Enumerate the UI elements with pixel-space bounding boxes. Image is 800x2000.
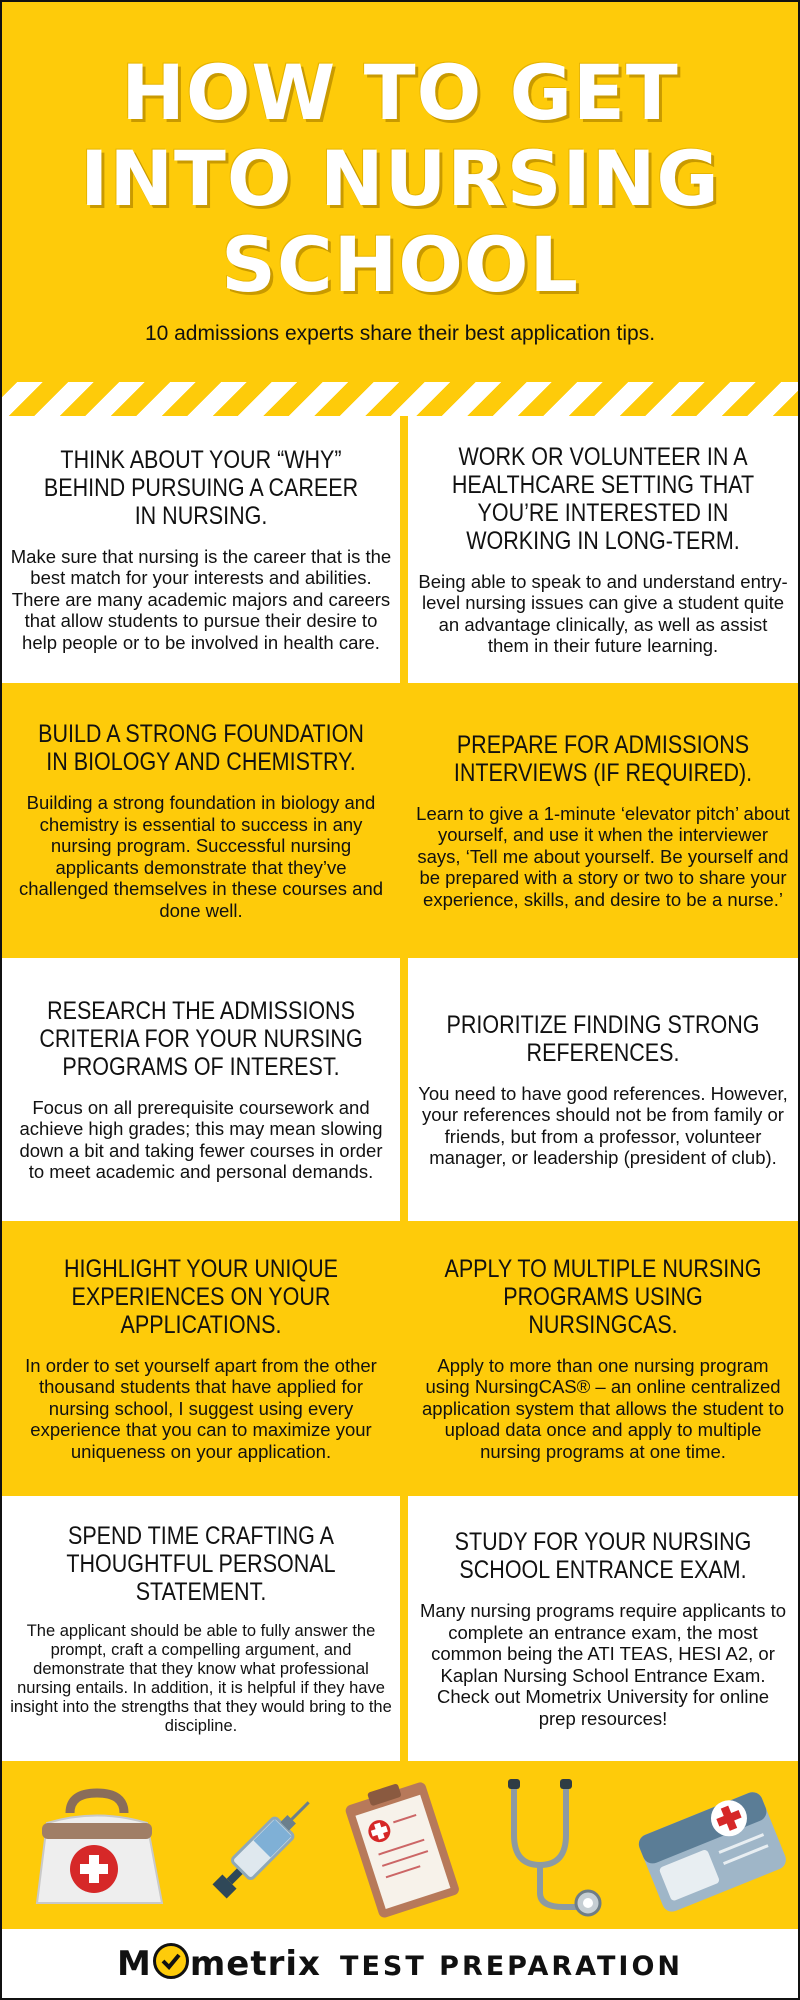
tip-title: SPEND TIME CRAFTING A THOUGHTFUL PERSONAL STATEMENT. [66,1521,336,1606]
tip-card [408,416,798,683]
tip-body: Building a strong foundation in biology and chemistry is essential to success in any nursing program. Successful nursing applicants demonstrate that they’ve challenged themselves in these courses and done well. [18,792,384,921]
tip-title: PREPARE FOR ADMISSIONS INTERVIEWS (IF REQUIRED). [453,730,753,787]
syringe-icon [192,1779,332,1919]
tip-title: WORK OR VOLUNTEER IN A HEALTHCARE SETTING THAT YOU’RE INTERESTED IN WORKING IN LONG-TERM. [451,442,755,555]
clipboard-icon [342,1777,462,1922]
tip-title: THINK ABOUT YOUR “WHY” BEHIND PURSUING A CAREER IN NURSING. [43,445,359,530]
tip-body: Learn to give a 1-minute ‘elevator pitch’ about yourself, and use it when the interviewer says, ‘Tell me about yourself. Be yourself and be prepared with a story or two to share your experience, skills, and desire to be a nurse.’ [416,802,790,910]
title-line: INTO NURSING [80,134,720,223]
medical-icons-strip [2,1761,798,1929]
tip-body: You need to have good references. However, your references should not be from family or friends, but from a professor, volunteer manager, or leadership (president of club). [418,1082,788,1168]
footer [2,1929,798,1998]
tips-grid [2,416,798,1761]
brand-suffix: metrix [189,1944,321,1984]
tip-card [408,958,798,1221]
tip-title: PRIORITIZE FINDING STRONG REFERENCES. [446,1010,760,1067]
brand-prefix: M [117,1944,152,1984]
tip-body: Make sure that nursing is the career that is the best match for your interests and abilities. There are many academic majors and careers that allow students to pursue their desire to help people or to be involved in health care. [10,545,392,653]
tip-card [408,1496,798,1761]
tip-title: STUDY FOR YOUR NURSING SCHOOL ENTRANCE EXAM. [454,1528,752,1584]
health-card-icon [632,1781,792,1921]
brand-tagline: TEST PREPARATION [340,1951,683,1982]
tip-card [2,1227,400,1490]
tip-body: Many nursing programs require applicants to complete an entrance exam, the most common being the ATI TEAS, HESI A2, or Kaplan Nursing School Entrance Exam. Check out Mometrix University for online prep resources! [419,1600,787,1729]
tip-body: Apply to more than one nursing program using NursingCAS® – an online centralized application system that allows the student to upload data once and apply to multiple nursing programs at one time. [422,1354,784,1462]
tip-card [2,689,400,952]
tip-title: BUILD A STRONG FOUNDATION IN BIOLOGY AND CHEMISTRY. [38,720,364,776]
stethoscope-icon [492,1775,612,1925]
tip-card [2,416,400,683]
caution-stripes [2,382,798,416]
tip-title: RESEARCH THE ADMISSIONS CRITERIA FOR YOUR NURSING PROGRAMS OF INTEREST. [39,996,363,1081]
tip-body: The applicant should be able to fully answer the prompt, craft a compelling argument, and demonstrate that they know what professional nursing entails. In addition, it is helpful if they have insight into the strengths that they would bring to the discipline. [10,1621,392,1735]
tip-body: In order to set yourself apart from the other thousand students that have applied for nursing school, I suggest using every experience that you can to maximize your uniqueness on your application. [25,1354,377,1462]
tip-card [2,1496,400,1761]
subtitle: 10 admissions experts share their best application tips. [144,322,656,345]
page-title [2,50,798,308]
medical-bag-icon [22,1783,172,1913]
title-line: HOW TO GET [121,48,679,137]
tip-body: Being able to speak to and understand entry-level nursing issues can give a student quite an advantage clinically, as well as assist them in their future learning. [418,570,788,656]
title-line: SCHOOL [221,220,579,309]
tip-body: Focus on all prerequisite coursework and achieve high grades; this may mean slowing down a bit and taking fewer courses in order to meet academic and personal demands. [19,1096,383,1182]
brand-name [117,1944,321,1984]
check-icon [153,1943,189,1979]
tip-card [408,689,798,952]
header [2,2,798,382]
brand-logo [2,1943,798,1984]
tip-card [2,958,400,1221]
tip-title: HIGHLIGHT YOUR UNIQUE EXPERIENCES ON YOUR APPLICATIONS. [64,1254,338,1339]
tip-title: APPLY TO MULTIPLE NURSING PROGRAMS USING NURSINGCAS. [444,1254,762,1339]
tip-card [408,1227,798,1490]
